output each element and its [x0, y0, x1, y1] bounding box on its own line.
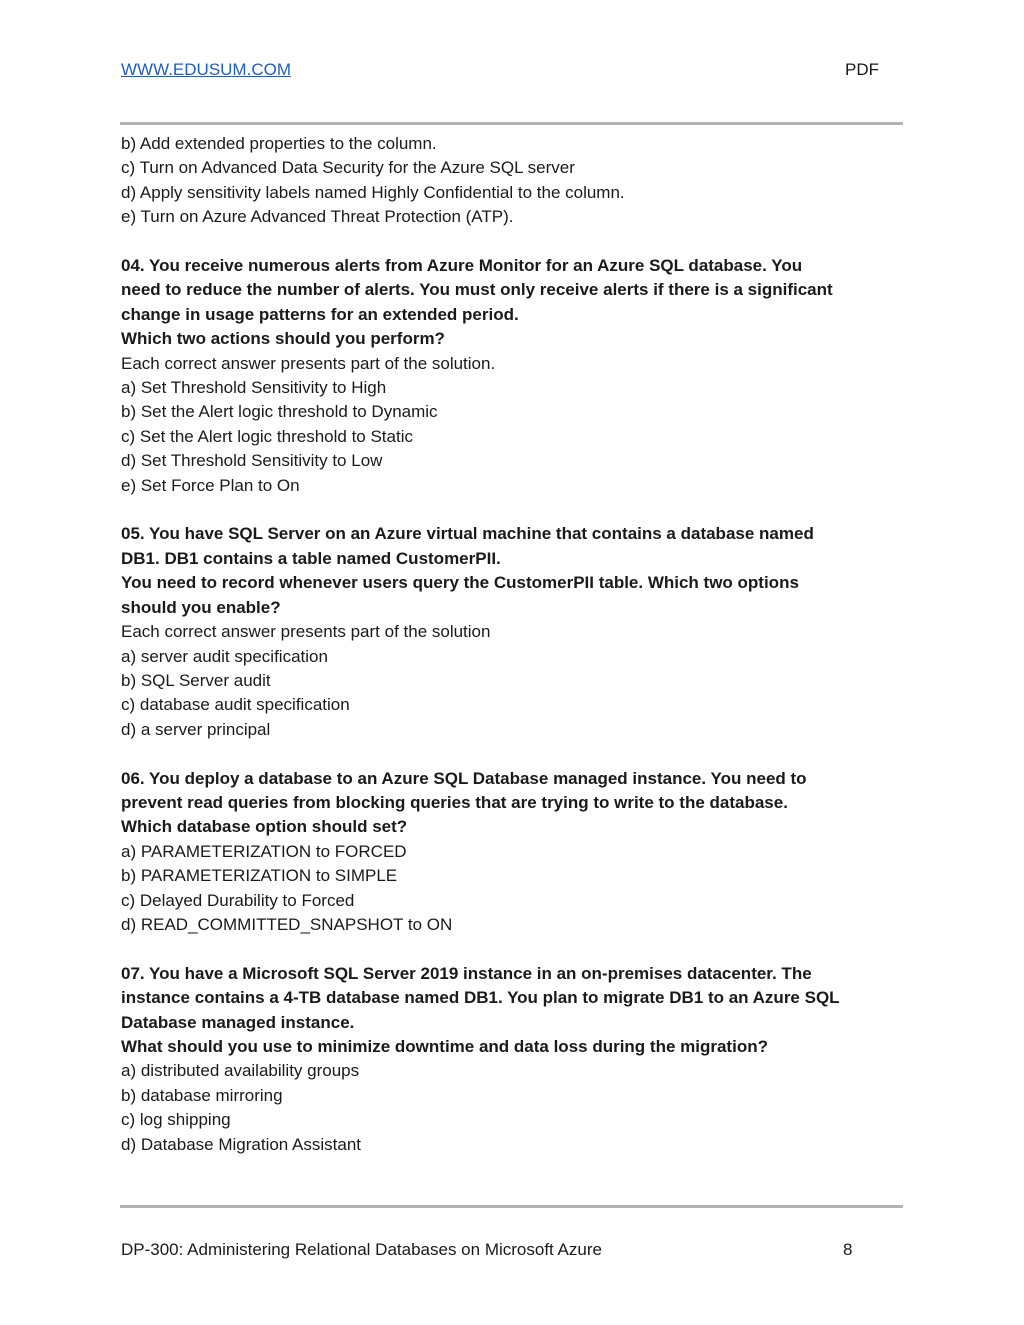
question-stem: What should you use to minimize downtime and data loss during the migration?: [121, 1036, 768, 1056]
option: c) Delayed Durability to Forced: [121, 890, 355, 910]
option: e) Set Force Plan to On: [121, 475, 300, 495]
question-instruction: Each correct answer presents part of the solution.: [121, 353, 496, 373]
header-divider: [120, 122, 903, 125]
question-stem: 05. You have SQL Server on an Azure virtual machine that contains a database named: [121, 524, 814, 544]
footer-divider: [120, 1205, 903, 1208]
option: b) PARAMETERIZATION to SIMPLE: [121, 866, 398, 886]
option: d) a server principal: [121, 719, 271, 739]
option: d) Database Migration Assistant: [121, 1134, 362, 1154]
question-04: [121, 254, 906, 498]
option: a) distributed availability groups: [121, 1061, 360, 1081]
page-content: [121, 132, 906, 1157]
option: d) Apply sensitivity labels named Highly Confidential to the column.: [121, 182, 625, 202]
question-stem: You need to record whenever users query the CustomerPII table. Which two options: [121, 573, 799, 593]
question-instruction: Each correct answer presents part of the solution: [121, 622, 491, 642]
question-stem: change in usage patterns for an extended period.: [121, 304, 519, 324]
option: a) Set Threshold Sensitivity to High: [121, 378, 387, 398]
question-stem: 07. You have a Microsoft SQL Server 2019 instance in an on-premises datacenter. The: [121, 963, 812, 983]
option: c) log shipping: [121, 1110, 231, 1130]
question-stem: Which database option should set?: [121, 817, 408, 837]
option: b) SQL Server audit: [121, 670, 271, 690]
option: b) Add extended properties to the column.: [121, 134, 437, 153]
question-07: [121, 962, 906, 1157]
question-stem: prevent read queries from blocking queries that are trying to write to the database.: [121, 792, 788, 812]
question-stem: should you enable?: [121, 597, 281, 617]
option: c) Turn on Advanced Data Security for the Azure SQL server: [121, 158, 575, 178]
option: c) Set the Alert logic threshold to Static: [121, 426, 413, 446]
question-stem: instance contains a 4-TB database named DB1. You plan to migrate DB1 to an Azure SQL: [121, 988, 840, 1008]
question-stem: 06. You deploy a database to an Azure SQL Database managed instance. You need to: [121, 768, 807, 788]
option: a) server audit specification: [121, 646, 328, 666]
question-05: [121, 522, 906, 742]
question-stem: 04. You receive numerous alerts from Azure Monitor for an Azure SQL database. You: [121, 256, 803, 276]
option: d) Set Threshold Sensitivity to Low: [121, 451, 383, 471]
option: b) Set the Alert logic threshold to Dynamic: [121, 402, 438, 422]
page-number: 8: [843, 1240, 853, 1259]
site-link[interactable]: WWW.EDUSUM.COM: [121, 60, 291, 79]
footer-title: DP-300: Administering Relational Databases on Microsoft Azure: [121, 1240, 602, 1259]
option: e) Turn on Azure Advanced Threat Protection (ATP).: [121, 207, 514, 227]
question-stem: Database managed instance.: [121, 1012, 355, 1032]
option: b) database mirroring: [121, 1085, 283, 1105]
question-stem: need to reduce the number of alerts. You must only receive alerts if there is a significant: [121, 280, 833, 300]
question-stem: DB1. DB1 contains a table named CustomerPII.: [121, 548, 501, 568]
continued-options: [121, 132, 906, 230]
option: a) PARAMETERIZATION to FORCED: [121, 841, 407, 861]
option: d) READ_COMMITTED_SNAPSHOT to ON: [121, 914, 453, 934]
question-stem: Which two actions should you perform?: [121, 329, 445, 349]
format-label: PDF: [845, 60, 879, 79]
question-06: [121, 767, 906, 938]
option: c) database audit specification: [121, 695, 350, 715]
